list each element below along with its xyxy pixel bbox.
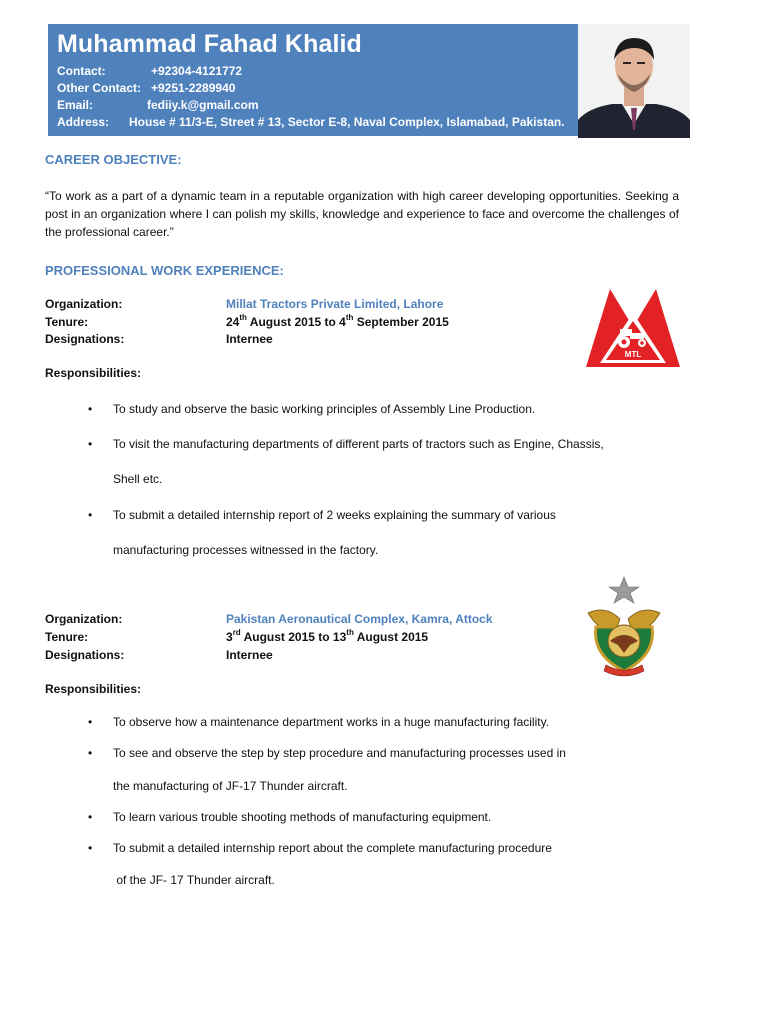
job2-resp-1: To observe how a maintenance department works in a huge manufacturing facility. — [113, 715, 550, 729]
contact-value: +92304-4121772 — [151, 64, 243, 78]
job2-responsibilities-label: Responsibilities: — [45, 682, 142, 696]
header-banner — [48, 24, 578, 136]
other-contact-value: +9251-2289940 — [151, 81, 236, 95]
mtl-logo — [586, 287, 680, 374]
bullet-icon: • — [88, 437, 93, 451]
person-photo-icon — [578, 24, 690, 138]
job2-org-value: Pakistan Aeronautical Complex, Kamra, Attock — [226, 612, 493, 626]
mtl-triangle-logo-icon — [586, 287, 680, 369]
job2-designation-label: Designations: — [45, 648, 125, 662]
job1-org-value: Millat Tractors Private Limited, Lahore — [226, 297, 444, 311]
job1-org-label: Organization: — [45, 297, 123, 311]
job2-resp-4-cont: of the JF- 17 Thunder aircraft. — [113, 873, 275, 887]
job1-resp-3: To submit a detailed internship report of 2 weeks explaining the summary of various — [113, 508, 556, 522]
job1-designation-value: Internee — [226, 332, 273, 346]
bullet-icon: • — [88, 810, 93, 824]
job1-resp-3-cont: manufacturing processes witnessed in the factory. — [113, 543, 379, 557]
experience-heading: PROFESSIONAL WORK EXPERIENCE: — [45, 263, 284, 278]
job2-tenure-label: Tenure: — [45, 630, 89, 644]
mtl-logo-text: MTL — [624, 350, 642, 359]
job1-resp-1: To study and observe the basic working principles of Assembly Line Production. — [113, 402, 536, 416]
job2-designation-value: Internee — [226, 648, 273, 662]
job2-resp-3: To learn various trouble shooting methods of manufacturing equipment. — [113, 810, 492, 824]
career-objective-heading: CAREER OBJECTIVE: — [45, 152, 182, 167]
job1-tenure-value: 24th August 2015 to 4th September 2015 — [226, 313, 449, 329]
pac-emblem — [586, 575, 662, 686]
job1-designation-label: Designations: — [45, 332, 125, 346]
job1-resp-2-cont: Shell etc. — [113, 472, 163, 486]
job2-resp-4: To submit a detailed internship report about the complete manufacturing procedure — [113, 841, 552, 855]
job2-tenure-value: 3rd August 2015 to 13th August 2015 — [226, 628, 429, 644]
email-value: fediiy.k@gmail.com — [147, 98, 259, 112]
candidate-name: Muhammad Fahad Khalid — [57, 30, 362, 58]
air-force-emblem-icon — [586, 575, 662, 681]
career-objective-text: “To work as a part of a dynamic team in a reputable organization with high career developing opportunities. Seeking a post in an organization where I can polish my skills, knowledge and experience to face and overcome the challenges of the professional career.” — [45, 189, 679, 239]
bullet-icon: • — [88, 402, 93, 416]
job1-responsibilities-label: Responsibilities: — [45, 366, 142, 380]
bullet-icon: • — [88, 508, 93, 522]
job2-resp-2: To see and observe the step by step procedure and manufacturing processes used in — [113, 746, 566, 760]
job1-resp-2: To visit the manufacturing departments of different parts of tractors such as Engine, Chassis, — [113, 437, 604, 451]
bullet-icon: • — [88, 746, 93, 760]
job2-org-label: Organization: — [45, 612, 123, 626]
bullet-icon: • — [88, 715, 93, 729]
contact-label: Contact: — [57, 64, 106, 78]
other-contact-label: Other Contact: — [57, 81, 141, 95]
email-label: Email: — [57, 98, 94, 112]
profile-photo — [578, 24, 690, 138]
job1-tenure-label: Tenure: — [45, 315, 89, 329]
job2-resp-2-cont: the manufacturing of JF-17 Thunder aircraft. — [113, 779, 348, 793]
address-label: Address: — [57, 115, 110, 129]
bullet-icon: • — [88, 841, 93, 855]
address-value: House # 11/3-E, Street # 13, Sector E-8, Naval Complex, Islamabad, Pakistan. — [129, 115, 565, 129]
